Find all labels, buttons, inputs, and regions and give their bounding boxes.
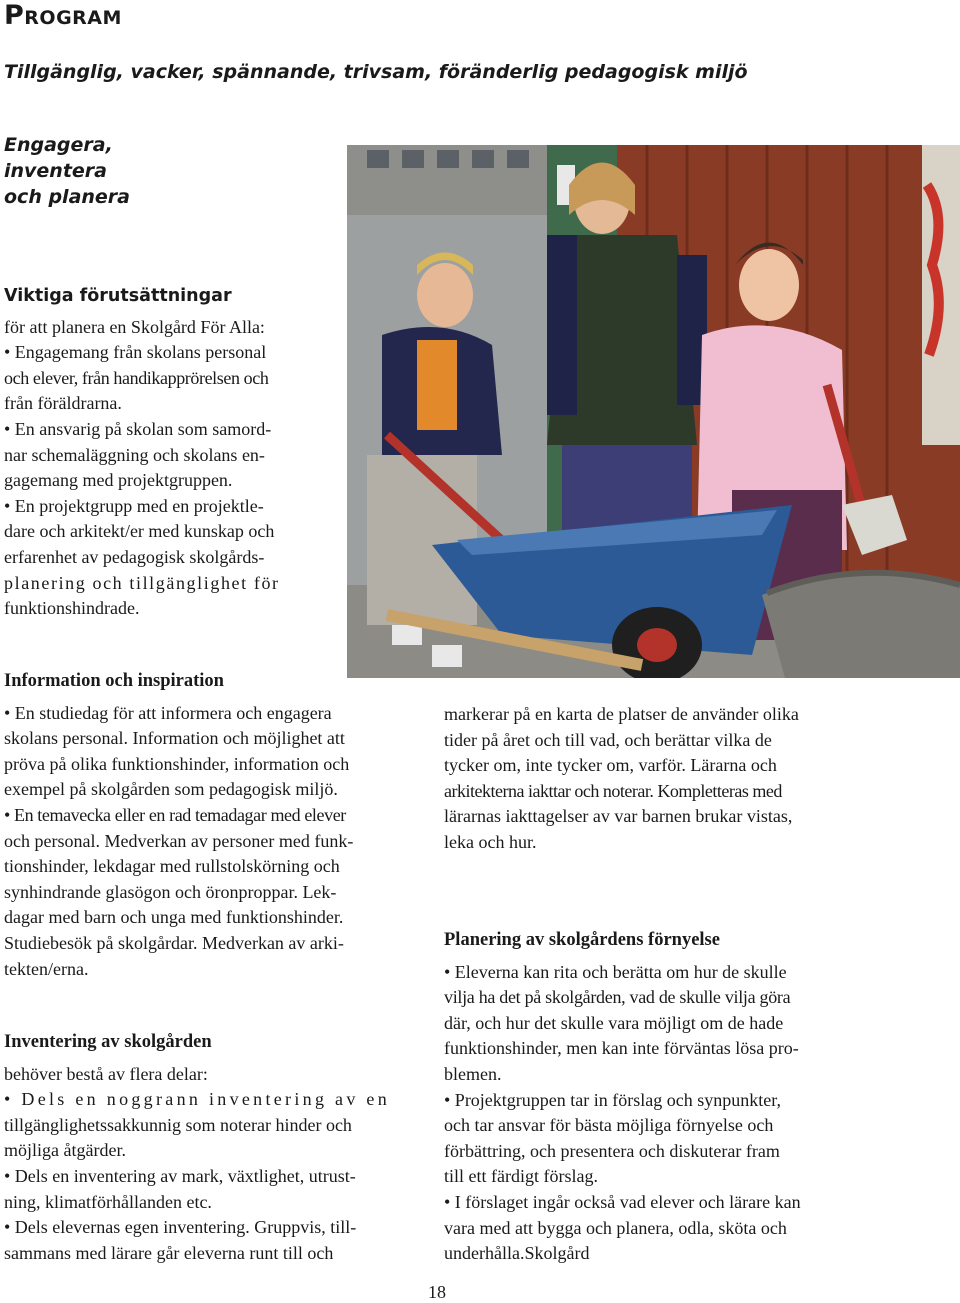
viktiga-line: och elever, från handikapprörelsen och [4, 367, 269, 388]
right-line: tycker om, inte tycker om, varför. Lärarna och [444, 755, 777, 776]
inventering-line: möjliga åtgärder. [4, 1140, 126, 1161]
page-number: 18 [428, 1282, 446, 1302]
right-line: arkitekterna iakttar och noterar. Kompletteras med [444, 780, 782, 801]
planering-line: blemen. [444, 1063, 502, 1084]
viktiga-line: för att planera en Skolgård För Alla: [4, 316, 265, 337]
side-heading-line: Engagera, [4, 134, 113, 156]
right-continuation [444, 702, 860, 856]
side-heading-line: inventera [4, 160, 107, 182]
photo-children-wheelbarrow [347, 145, 960, 678]
information-line: och personal. Medverkan av personer med funk- [4, 830, 354, 851]
planering-line: • Projektgruppen tar in förslag och synpunkter, [444, 1089, 782, 1110]
inventering-section [4, 1030, 420, 1266]
planering-line: till ett färdigt förslag. [444, 1166, 598, 1187]
viktiga-line: • En projektgrupp med en projektle- [4, 495, 264, 516]
viktiga-line: erfarenhet av pedagogisk skolgårds- [4, 546, 265, 567]
planering-line: funktionshinder, men kan inte förväntas lösa pro- [444, 1038, 799, 1059]
viktiga-line: från föräldrarna. [4, 393, 122, 414]
planering-line: och tar ansvar för bästa möjliga förnyelse och [444, 1115, 774, 1136]
inventering-line: ning, klimatförhållanden etc. [4, 1191, 212, 1212]
information-line: exempel på skolgården som pedagogisk miljö. [4, 779, 338, 800]
viktiga-line: • Engagemang från skolans personal [4, 342, 267, 363]
side-heading-line: och planera [4, 186, 130, 208]
planering-line: där, och hur det skulle vara möjligt om de hade [444, 1012, 784, 1033]
viktiga-line: dare och arkitekt/er med kunskap och [4, 521, 275, 542]
planering-line: underhålla.Skolgård [444, 1243, 590, 1264]
information-line: Studiebesök på skolgårdar. Medverkan av arki- [4, 932, 344, 953]
viktiga-line: • En ansvarig på skolan som samord- [4, 418, 272, 439]
information-line: skolans personal. Information och möjlighet att [4, 728, 345, 749]
planering-section [444, 928, 860, 1267]
information-line: • En studiedag för att informera och engagera [4, 702, 332, 723]
inventering-line: behöver bestå av flera delar: [4, 1063, 208, 1084]
information-section [4, 669, 420, 982]
right-line: leka och hur. [444, 831, 537, 852]
information-line: tekten/erna. [4, 958, 89, 979]
planering-line: vara med att bygga och planera, odla, sköta och [444, 1217, 787, 1238]
viktiga-section [4, 284, 320, 622]
inventering-line: tillgänglighetssakkunnig som noterar hinder och [4, 1114, 352, 1135]
page-subtitle: Tillgänglig, vacker, spännande, trivsam, föränderlig pedagogisk miljö [4, 61, 748, 83]
page-title: Program [4, 0, 122, 31]
planering-line: vilja ha det på skolgården, vad de skulle vilja göra [444, 987, 791, 1008]
inventering-heading: Inventering av skolgården [4, 1032, 212, 1052]
viktiga-heading: Viktiga förutsättningar [4, 286, 232, 306]
viktiga-line: funktionshindrade. [4, 598, 140, 619]
viktiga-line: nar schemaläggning och skolans en- [4, 444, 265, 465]
planering-heading: Planering av skolgårdens förnyelse [444, 930, 720, 950]
planering-line: • Eleverna kan rita och berätta om hur de skulle [444, 961, 787, 982]
right-line: tider på året och till vad, och berättar vilka de [444, 729, 772, 750]
inventering-line: • Dels elevernas egen inventering. Gruppvis, till- [4, 1217, 357, 1238]
inventering-line: • Dels en inventering av mark, växtlighet, utrust- [4, 1165, 356, 1186]
viktiga-line: gagemang med projektgruppen. [4, 470, 233, 491]
information-line: • En temavecka eller en rad temadagar med elever [4, 804, 346, 825]
viktiga-line: planering och tillgänglighet för [4, 572, 280, 593]
information-line: tionshinder, lekdagar med rullstolskörning och [4, 856, 340, 877]
information-line: synhindrande glasögon och öronproppar. Lek- [4, 881, 337, 902]
information-line: pröva på olika funktionshinder, information och [4, 753, 350, 774]
planering-line: • I förslaget ingår också vad elever och lärare kan [444, 1191, 801, 1212]
side-heading [4, 132, 130, 210]
inventering-line: sammans med lärare går eleverna runt till och [4, 1242, 334, 1263]
information-heading: Information och inspiration [4, 671, 224, 691]
right-line: lärarnas iakttagelser av var barnen brukar vistas, [444, 806, 793, 827]
information-line: dagar med barn och unga med funktionshinder. [4, 907, 344, 928]
planering-line: förbättring, och presentera och diskuterar fram [444, 1140, 780, 1161]
right-line: markerar på en karta de platser de använder olika [444, 704, 799, 724]
inventering-line: • Dels en noggrann inventering av en [4, 1089, 391, 1110]
